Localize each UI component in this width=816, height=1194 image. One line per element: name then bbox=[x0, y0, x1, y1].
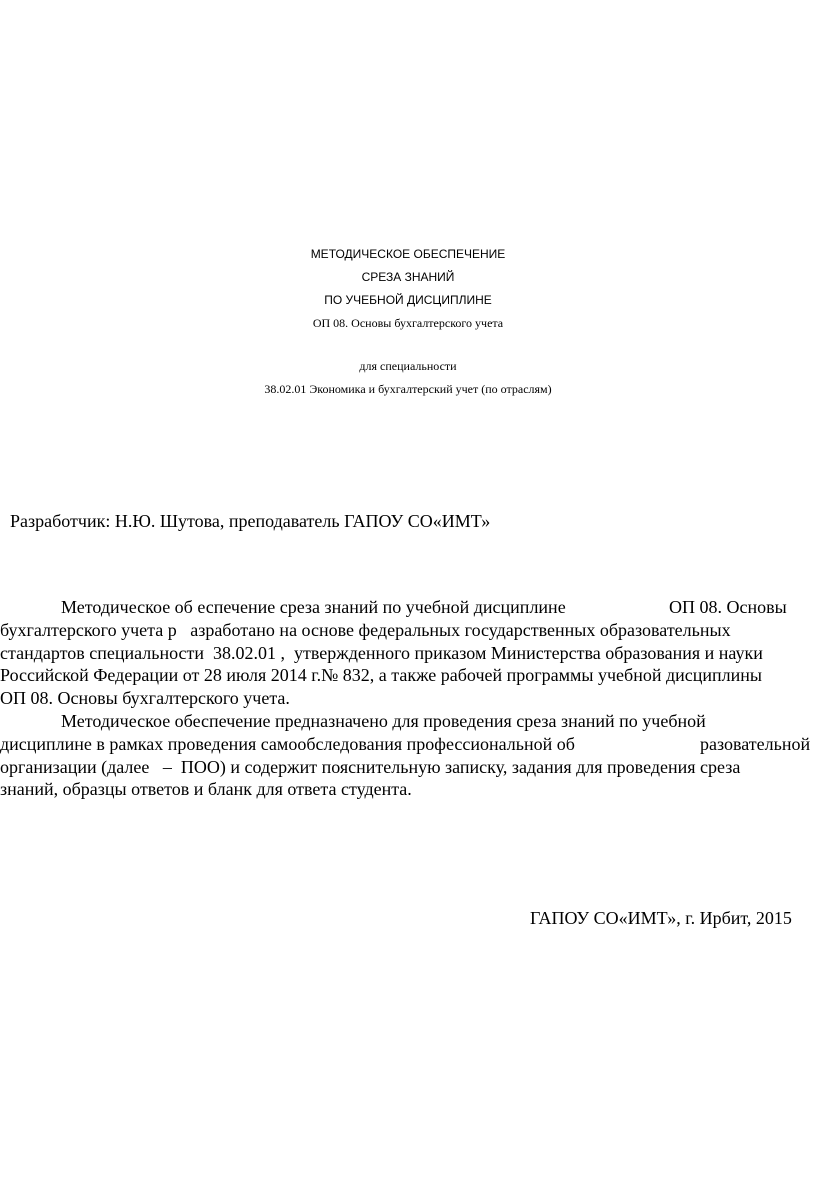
title-line-2: СРЕЗА ЗНАНИЙ bbox=[361, 270, 455, 284]
paragraph2-line1: Методическое обеспечение предназначено для проведения среза знаний по учебной bbox=[61, 711, 706, 731]
title-line-1: МЕТОДИЧЕСКОЕ ОБЕСПЕЧЕНИЕ bbox=[310, 247, 506, 261]
paragraph1-line5: ОП 08. Основы бухгалтерского учета. bbox=[0, 688, 290, 708]
paragraph1-line1a: Методическое об еспечение среза знаний по учебной дисциплине bbox=[61, 597, 566, 617]
paragraph2-line2b: разовательной bbox=[700, 734, 811, 754]
specialty-value: 38.02.01 Экономика и бухгалтерский учет (по отраслям) bbox=[264, 382, 552, 396]
title-line-4: ОП 08. Основы бухгалтерского учета bbox=[312, 316, 504, 330]
specialty-label: для специальности bbox=[359, 359, 457, 373]
developer-line: Разработчик: Н.Ю. Шутова, преподаватель ГАПОУ СО«ИМТ» bbox=[10, 511, 491, 531]
title-line-3: ПО УЧЕБНОЙ ДИСЦИПЛИНЕ bbox=[324, 293, 492, 307]
paragraph1-line3: стандартов специальности 38.02.01 , утвержденного приказом Министерства образования и науки bbox=[0, 643, 763, 663]
footer-organization-city-year: ГАПОУ СО«ИМТ», г. Ирбит, 2015 bbox=[530, 908, 792, 928]
paragraph2-line4: знаний, образцы ответов и бланк для ответа студента. bbox=[0, 779, 412, 799]
paragraph1-line2: бухгалтерского учета р азработано на основе федеральных государственных образовательных bbox=[0, 620, 731, 640]
paragraph1-line1b: ОП 08. Основы bbox=[669, 597, 787, 617]
paragraph1-line4: Российской Федерации от 28 июля 2014 г.№ 832, а также рабочей программы учебной дисциплины bbox=[0, 665, 762, 685]
paragraph2-line2a: дисциплине в рамках проведения самообследования профессиональной об bbox=[0, 734, 575, 754]
paragraph2-line3: организации (далее – ПОО) и содержит пояснительную записку, задания для проведения среза bbox=[0, 757, 741, 777]
